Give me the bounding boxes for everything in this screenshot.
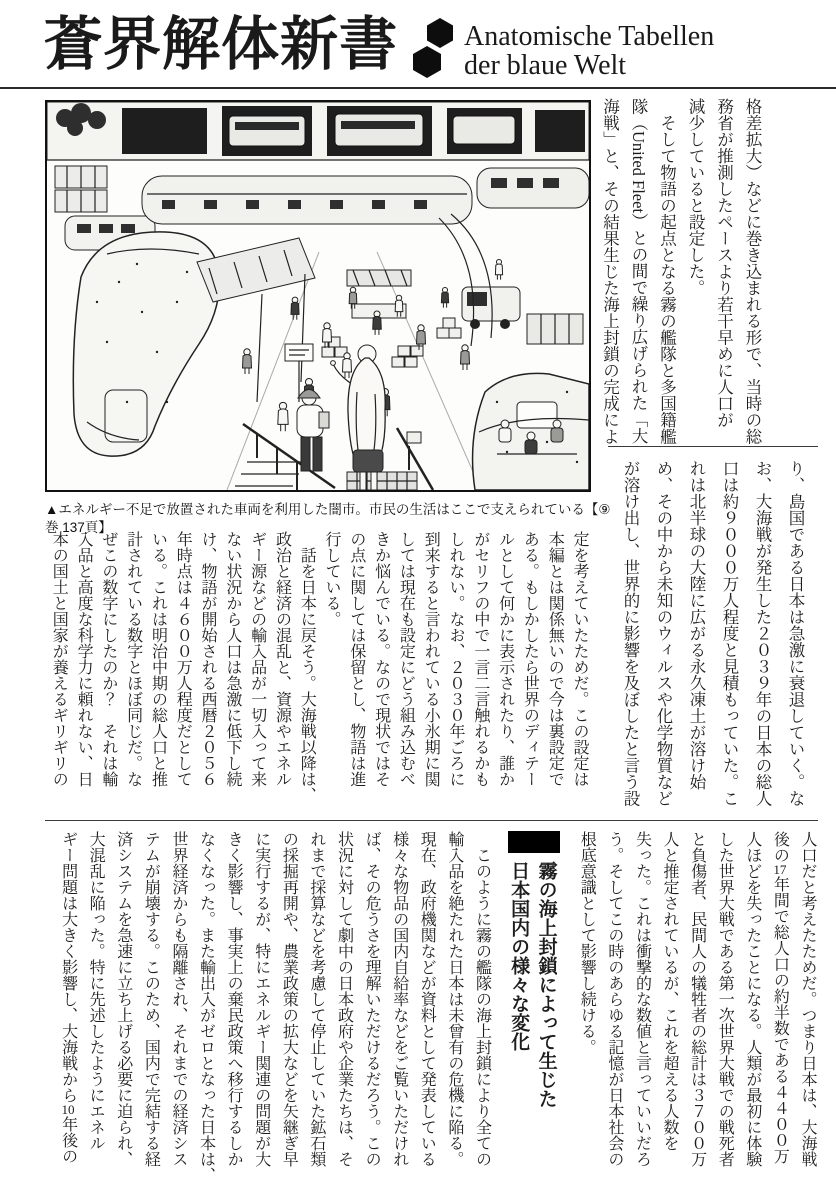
article-text-column: しれない。なお、２０３０年ごろに: [447, 531, 465, 787]
article-text-column: ギー源などの輸入品が一切入って来: [248, 531, 266, 787]
section-divider-middle: [45, 820, 818, 821]
article-text-column: 口は約９０００万人程度と見積もっていた。こ: [720, 460, 739, 807]
header-divider: [0, 87, 836, 89]
article-block-middle-left: [45, 531, 591, 817]
article-text-column: 海戦」と、その結果生じた海上封鎖の完成によ: [600, 98, 620, 445]
article-text-column: ない状況から人口は急激に低下し続: [223, 531, 241, 787]
article-text-column: と負傷者、民間人の犠牲者の総計は３７００万: [688, 831, 706, 1167]
article-text-column: の採掘再開や、農業政策の拡大などを矢継ぎ早: [280, 831, 298, 1167]
article-text-column: が溶け出し、世界的に影響を及ぼしたと言う設: [621, 460, 640, 807]
section-heading-column: 日本国内の様々な変化: [508, 861, 530, 1051]
article-text-column: め、その中から未知のウィルスや化学物質など: [654, 460, 673, 807]
article-text-column: 定を考えていたためだ。この設定は: [571, 531, 588, 787]
article-text-column: きか悩んでいる。なので現状ではそ: [372, 531, 390, 787]
article-text-column: いる。これは明治中期の総人口と推: [149, 531, 167, 787]
article-text-column: 失った。これは衝撃的な数値と言っていいだろ: [633, 831, 651, 1167]
article-text-column: きく影響し、事実上の棄民政策へ移行するしか: [225, 831, 243, 1167]
article-text-column: 格差拡大）などに巻き込まれる形で、当時の総: [743, 98, 762, 445]
article-text-column: 後の17年間で総人口の約半数である４４００万: [771, 831, 789, 1165]
article-text-column: した世界大戦である第一次世界大戦での戦死者: [716, 831, 734, 1167]
double-hexagon-icon: [412, 16, 456, 85]
article-text-column: テムが崩壊する。このため、国内で完結する経: [142, 831, 160, 1167]
page-title: 蒼界解体新書: [44, 12, 399, 77]
article-text-column: 済システムを急速に立ち上げる必要に迫られ、: [114, 831, 132, 1167]
article-text-column: ルとして何かに表示されたり、誰か: [496, 531, 514, 787]
article-text-column: の点に関しては保留とし、物語は進: [347, 531, 365, 787]
article-text-column: 人ほどを失ったことになる。人類が最初に体験: [743, 831, 761, 1167]
article-block-top-right: [595, 98, 766, 452]
black-market-illustration: [45, 100, 591, 492]
page-subtitle: [464, 22, 714, 80]
article-text-column: 年時点は４６００万人程度だとして: [174, 531, 192, 787]
article-text-column: り、島国である日本は急激に衰退していく。な: [786, 460, 805, 807]
article-text-column: 状況に対して劇中の日本政府や企業たちは、そ: [335, 831, 353, 1167]
article-text-column: 人口だと考えたためだ。つまり日本は、大海戦: [799, 831, 816, 1167]
article-text-column: 人と推定されているが、これを超える人数を: [661, 831, 679, 1151]
subtitle-line-1: Anatomische Tabellen: [464, 21, 715, 52]
article-text-column: う。そしてこの時のあらゆる記憶が日本社会の: [605, 831, 623, 1167]
subtitle-line-2: der blaue Welt: [464, 50, 627, 81]
article-text-column: ギー問題は大きく影響し、大海戦から10年後の: [59, 831, 77, 1165]
article-text-column: 計されている数字とほぼ同じだ。な: [124, 531, 142, 787]
article-text-column: 根底意識として影響し続ける。: [578, 831, 596, 1055]
article-text-column: このように霧の艦隊の海上封鎖により全ての: [473, 831, 491, 1167]
article-text-column: ある。もしかしたら世界のディテー: [521, 531, 539, 787]
article-text-column: お、大海戦が発生した２０３９年の日本の総人: [753, 460, 772, 807]
section-heading-column: 霧の海上封鎖によって生じた: [535, 861, 557, 1108]
article-text-column: そして物語の起点となる霧の艦隊と多国籍艦: [657, 98, 677, 445]
article-text-column: 務省が推測したペースより若干早めに人口が: [714, 98, 734, 428]
article-text-column: 様々な物品の国内自給率などをご覧いただけれ: [390, 831, 408, 1167]
article-text-column: 世界経済からも隔離され、それまでの経済シス: [169, 831, 187, 1167]
article-text-column: 輸入品を絶たれた日本は未曾有の危機に陥る。: [445, 831, 463, 1167]
article-text-column: れまで採算などを考慮して停止していた鉱石類: [307, 831, 325, 1167]
article-text-column: 行している。: [323, 531, 341, 627]
article-text-column: ば、その危うさを理解いただけるだろう。この: [363, 831, 381, 1167]
article-text-column: に実行するが、特にエネルギー関連の問題が大: [252, 831, 270, 1167]
article-text-column: 話を日本に戻そう。大海戦以降は、: [298, 531, 316, 803]
article-text-column: なくなった。また輸出入がゼロとなった日本は、: [197, 831, 215, 1183]
article-text-column: 政治と経済の混乱と、資源やエネル: [273, 531, 291, 787]
bottom-text-after-heading: [54, 831, 496, 1197]
section-divider-top: [608, 446, 818, 447]
article-text-column: れは北半球の大陸に広がる永久凍土が溶け始: [687, 460, 706, 790]
bottom-text-before-heading: [573, 831, 821, 1197]
article-text-column: け、物語が開始される西暦２０５６: [199, 531, 217, 787]
article-text-column: ぜこの数字にしたのか？ それは輸: [99, 531, 117, 787]
page-header: [44, 8, 820, 84]
article-text-column: 本の国土と国家が養えるギリギリの: [50, 531, 68, 787]
article-block-bottom: [45, 831, 821, 1197]
article-text-column: 減少していると設定した。: [686, 98, 705, 296]
article-text-column: 現在、政府機関などが資料として発表している: [418, 831, 436, 1167]
article-text-column: 隊（United Fleet）との間で繰り広げられた「大: [629, 98, 648, 445]
article-text-column: 大混乱に陥った。特に先述したようにエネル: [87, 831, 105, 1151]
article-text-column: 入品と高度な科学力に頼れない、日: [75, 531, 93, 787]
article-text-column: しては現在も設定にどう組み込むべ: [397, 531, 415, 787]
article-block-middle-right: [614, 460, 812, 814]
section-heading: [504, 831, 559, 1197]
illustration-caption: ▲エネルギー不足で放置された車両を利用した闇市。市民の生活はここで支えられている【⑨巻 137頁】: [45, 502, 611, 535]
article-text-column: 到来すると言われている小氷期に関: [422, 531, 440, 787]
article-text-column: がセリフの中で一言二言触れるかも: [471, 531, 489, 787]
article-text-column: 本編とは関係無いので今は裏設定で: [546, 531, 564, 787]
